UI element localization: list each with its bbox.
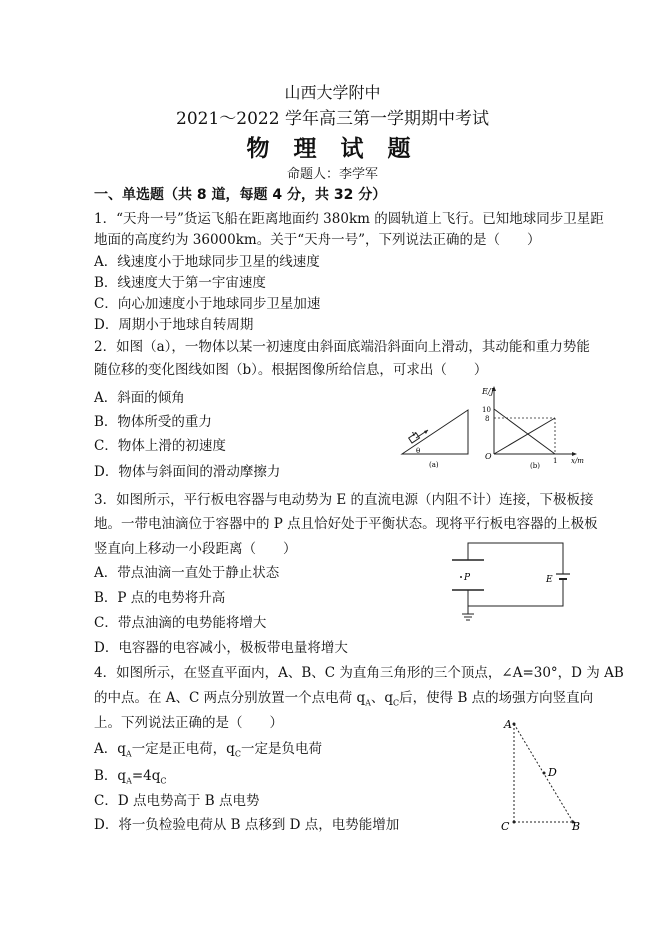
q3-option-c: C．带点油滴的电势能将增大 bbox=[94, 615, 267, 631]
q2-option-b: B．物体所受的重力 bbox=[94, 414, 212, 430]
figure-b-caption: (b) bbox=[530, 462, 540, 470]
tick-x1: 1 bbox=[553, 457, 558, 465]
q4-stem-line3: 上。下列说法正确的是（ ） bbox=[94, 715, 283, 731]
q1-option-d: D．周期小于地球自转周期 bbox=[94, 317, 254, 333]
q3-circuit-diagram bbox=[448, 540, 578, 630]
angle-label: θ bbox=[416, 447, 421, 455]
vertex-b-label: B bbox=[572, 820, 581, 833]
q3-stem-line2: 地。一带电油滴位于容器中的 P 点且恰好处于平衡状态。现将平行板电容器的上极板 bbox=[94, 516, 598, 532]
subject-title: 物 理 试 题 bbox=[246, 135, 419, 162]
y-axis-label: E/J bbox=[482, 387, 494, 396]
point-p-label: P bbox=[464, 573, 471, 583]
q2-figure-b-graph bbox=[478, 383, 588, 471]
origin-label: O bbox=[485, 452, 492, 461]
author: 命题人：李学军 bbox=[286, 167, 378, 182]
q4-option-d: D．将一负检验电荷从 B 点移到 D 点，电势能增加 bbox=[94, 817, 400, 833]
potential-energy-line bbox=[494, 418, 555, 454]
q2-figure-a-incline bbox=[398, 408, 473, 468]
q4-triangle-diagram bbox=[498, 712, 598, 837]
point-d-label: D bbox=[548, 766, 557, 779]
q1-option-c: C．向心加速度小于地球同步卫星加速 bbox=[94, 296, 321, 312]
q4-option-c: C．D 点电势高于 B 点电势 bbox=[94, 793, 260, 809]
q1-option-b: B．线速度大于第一宇宙速度 bbox=[94, 275, 266, 291]
q4-stem-line2: 的中点。在 A、C 两点分别放置一个点电荷 $q_A$、$q_C$后，使得 B 点的场强方向竖直向 bbox=[94, 690, 594, 708]
q3-option-d: D．电容器的电容减小，极板带电量将增大 bbox=[94, 640, 348, 656]
q1-stem-line2: 地面的高度约为 36000km。关于“天舟一号”，下列说法正确的是（ ） bbox=[94, 232, 541, 248]
q1-option-a: A．线速度小于地球同步卫星的线速度 bbox=[94, 254, 320, 270]
q2-stem-line1: 2．如图（a），一物体以某一初速度由斜面底端沿斜面向上滑动，其动能和重力势能 bbox=[94, 339, 590, 355]
section-heading: 一、单选题（共 8 道，每题 4 分，共 32 分） bbox=[94, 187, 387, 203]
q2-option-d: D．物体与斜面间的滑动摩擦力 bbox=[94, 464, 281, 480]
q2-option-c: C．物体上滑的初速度 bbox=[94, 438, 226, 454]
q4-stem-line1: 4．如图所示，在竖直平面内，A、B、C 为直角三角形的三个顶点，∠A=30°，D 为 AB bbox=[94, 665, 624, 681]
tick-8: 8 bbox=[485, 415, 490, 423]
q2-stem-line2: 随位移的变化图线如图（b）。根据图像所给信息，可求出（ ） bbox=[94, 362, 488, 378]
school-name: 山西大学附中 bbox=[284, 83, 381, 102]
q4-option-b: B．$q_A=4q_C$ bbox=[94, 768, 167, 786]
q4-option-a: A．$q_A$一定是正电荷，$q_C$一定是负电荷 bbox=[94, 741, 322, 759]
q1-stem-line1: 1．“天舟一号”货运飞船在距离地面约 380km 的圆轨道上飞行。已知地球同步卫星距 bbox=[94, 211, 604, 227]
vertex-c-label: C bbox=[501, 820, 510, 833]
q3-option-b: B．P 点的电势将升高 bbox=[94, 590, 226, 606]
figure-a-caption: (a) bbox=[429, 461, 439, 469]
emf-label: E bbox=[546, 575, 553, 585]
vertex-a-label: A bbox=[504, 718, 512, 731]
exam-title: 2021～2022 学年高三第一学期期中考试 bbox=[176, 109, 489, 129]
q3-stem-line1: 3．如图所示，平行板电容器与电动势为 E 的直流电源（内阻不计）连接，下极板接 bbox=[94, 492, 594, 508]
velocity-label: v bbox=[412, 430, 416, 438]
x-axis-label: x/m bbox=[571, 457, 584, 465]
q3-option-a: A．带点油滴一直处于静止状态 bbox=[94, 565, 280, 581]
q2-option-a: A．斜面的倾角 bbox=[94, 390, 185, 406]
q3-stem-line3: 竖直向上移动一小段距离（ ） bbox=[94, 541, 297, 557]
kinetic-energy-line bbox=[494, 409, 555, 454]
tick-10: 10 bbox=[482, 406, 491, 414]
